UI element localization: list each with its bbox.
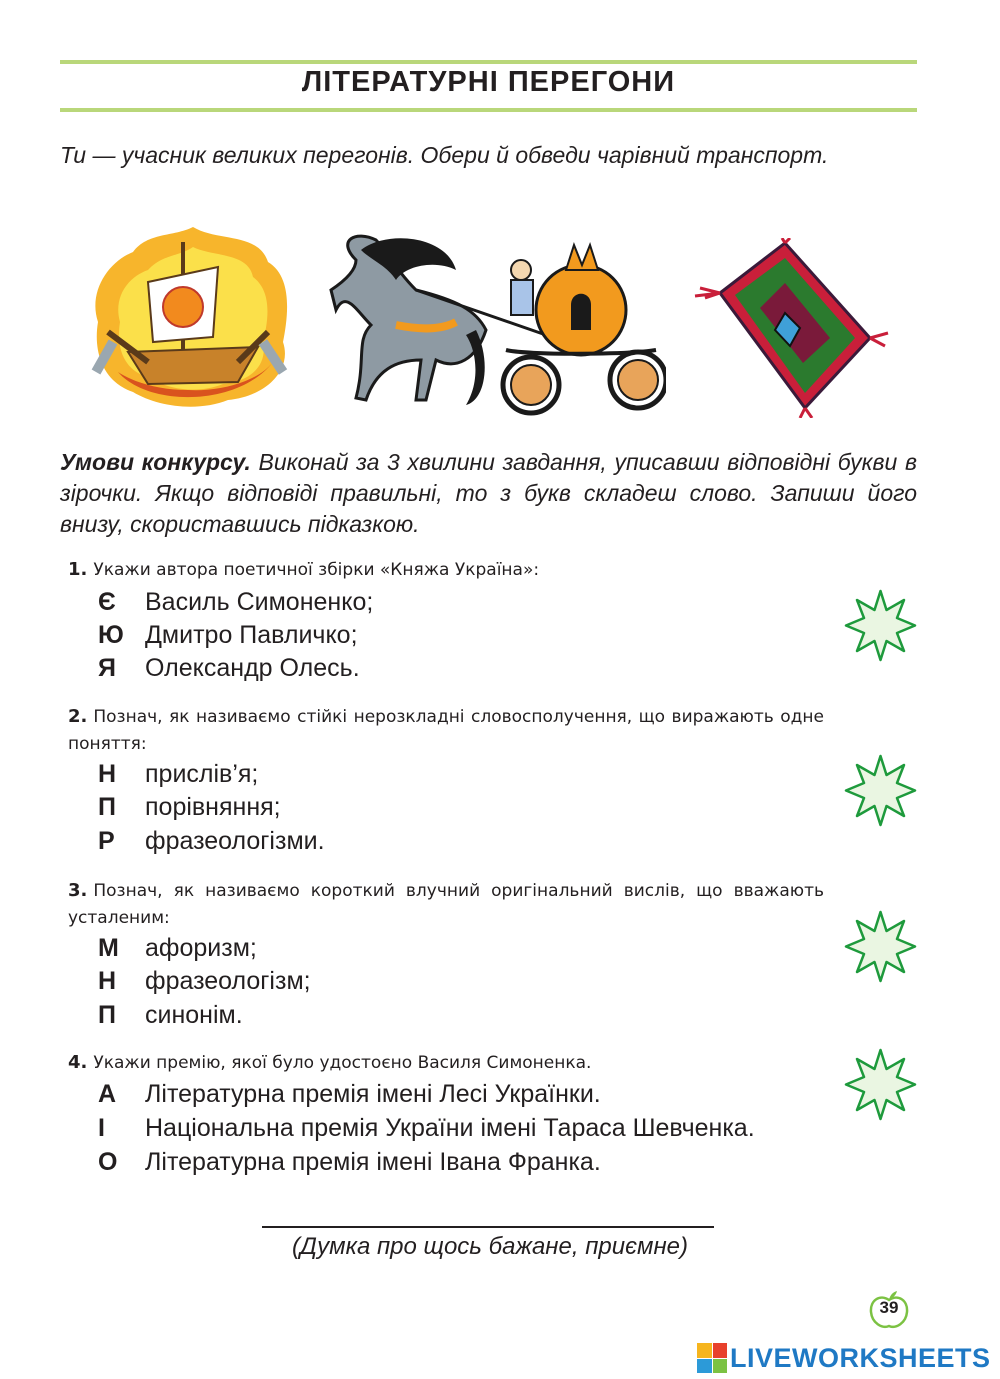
option-letter: П [98,1001,116,1029]
option-letter: М [98,934,119,962]
contest-conditions-label: Умови конкурсу. [60,449,251,475]
question-3-option-1 [98,931,257,965]
option-text: синонім. [145,1001,243,1029]
option-text: фразеологізм; [145,967,311,995]
option-letter: Н [98,760,117,788]
question-number: 3. [68,880,88,901]
question-number: 1. [68,559,88,580]
flying-ship-image[interactable] [88,222,298,412]
option-text: афоризм; [145,934,257,962]
option-text: порівняння; [145,793,281,821]
option-letter: Ю [98,621,124,649]
option-letter: Н [98,967,117,995]
question-4-option-1 [98,1077,601,1111]
answer-star-4[interactable] [843,1047,918,1122]
question-4-option-3 [98,1145,601,1179]
question-4-option-2 [98,1111,755,1145]
intro-instruction: Ти — учасник великих перегонів. Обери й обведи чарівний транспорт. [60,142,829,168]
question-3 [68,877,824,932]
liveworksheets-brand[interactable] [697,1341,991,1375]
pumpkin-carriage-image[interactable] [326,230,666,420]
option-text: Дмитро Павличко; [145,621,358,649]
answer-star-3[interactable] [843,909,918,984]
option-text: Літературна премія імені Лесі Українки. [145,1080,601,1108]
contest-conditions [60,447,917,540]
brand-name: LIVEWORKSHEETS [730,1342,991,1373]
answer-line[interactable] [262,1226,714,1228]
question-text: Познач, як називаємо короткий влучний оригінальний вислів, що вважають усталеним: [68,881,824,928]
question-text: Укажи автора поетичної збірки «Княжа Україна»: [93,560,540,580]
question-1-option-1 [98,585,373,619]
question-2 [68,703,824,758]
option-text: Літературна премія імені Івана Франка. [145,1148,601,1176]
question-text: Познач, як називаємо стійкі нерозкладні словосполучення, що виражають одне поняття: [68,707,824,754]
option-letter: Є [98,588,116,616]
question-number: 4. [68,1052,88,1073]
question-1-option-3 [98,651,360,685]
answer-star-1[interactable] [843,588,918,663]
header-bottom-rule [60,108,917,112]
contest-conditions-text: Виконай за 3 хвилини завдання, уписавши відповідні букви в зірочки. Якщо відповіді правильні, то з букв складеш слово. Запиши його внизу, скориставшись підказкою. [60,449,917,537]
option-text: Василь Симоненко; [145,588,374,616]
question-2-option-2 [98,790,281,824]
page-title: ЛІТЕРАТУРНІ ПЕРЕГОНИ [301,66,676,98]
question-1 [68,556,824,584]
option-text: фразеологізми. [145,827,325,855]
page-number: 39 [879,1298,899,1317]
option-letter: Р [98,827,115,855]
answer-hint: (Думка про щось бажане, приємне) [292,1233,688,1260]
question-1-option-2 [98,618,358,652]
question-4 [68,1049,824,1077]
question-3-option-2 [98,964,311,998]
header-top-rule [60,60,917,64]
option-letter: Я [98,654,116,682]
question-number: 2. [68,706,88,727]
question-2-option-1 [98,757,258,791]
option-text: прислів’я; [145,760,259,788]
liveworksheets-logo-icon [697,1343,727,1373]
magic-carpet-image[interactable] [690,238,890,418]
option-text: Олександр Олесь. [145,654,360,682]
option-letter: О [98,1148,118,1176]
option-letter: І [98,1114,105,1142]
question-text: Укажи премію, якої було удостоєно Василя Симоненка. [93,1053,592,1073]
question-3-option-3 [98,998,243,1032]
answer-star-2[interactable] [843,753,918,828]
option-text: Національна премія України імені Тараса Шевченка. [145,1114,755,1142]
question-2-option-3 [98,824,325,858]
option-letter: А [98,1080,117,1108]
option-letter: П [98,793,116,821]
